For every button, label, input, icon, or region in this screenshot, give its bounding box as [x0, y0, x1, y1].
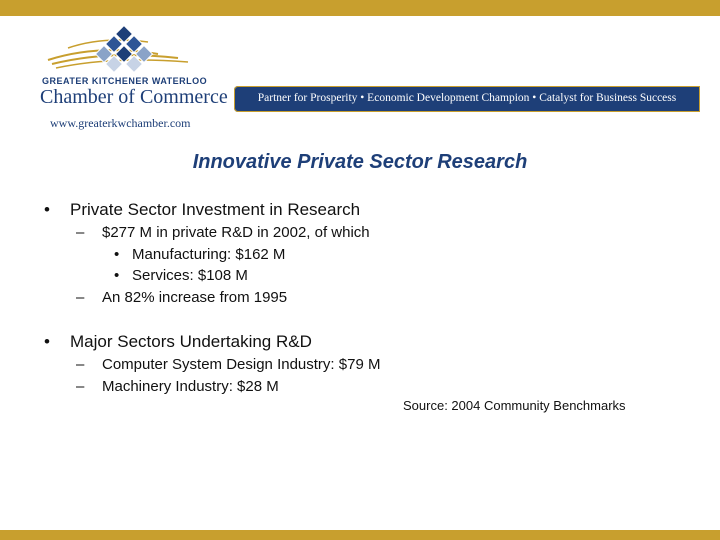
- bullet-dot-icon: •: [44, 332, 50, 351]
- dash-icon: –: [76, 289, 85, 306]
- slide-title: Innovative Private Sector Research: [192, 151, 528, 173]
- org-website: www.greaterkwchamber.com: [50, 116, 191, 130]
- tagline-banner: [234, 86, 700, 112]
- bullet-1-sub-1: [76, 224, 370, 241]
- bullet-dot-icon: •: [114, 246, 120, 263]
- bullet-1: [44, 200, 360, 220]
- bullet-2: [44, 332, 312, 352]
- manufacturing-text: Manufacturing: $162 M: [132, 246, 286, 263]
- services-text: Services: $108 M: [132, 267, 248, 284]
- dash-icon: –: [76, 356, 85, 373]
- bullet-1-sub-2-text: An 82% increase from 1995: [102, 289, 288, 306]
- bullet-2-sub-2: [76, 378, 279, 395]
- dash-icon: –: [76, 378, 85, 395]
- bullet-1-sub-1-item-1: [114, 246, 285, 263]
- bullet-2-sub-1-text: Computer System Design Industry: $79 M: [102, 356, 381, 373]
- bullet-1-text: Private Sector Investment in Research: [70, 200, 361, 219]
- bullet-1-sub-1-text: $277 M in private R&D in 2002, of which: [102, 224, 370, 241]
- cubes-logo-icon: [28, 24, 228, 84]
- bullet-1-sub-2: [76, 289, 287, 306]
- bottom-accent-bar: [0, 530, 720, 540]
- bullet-2-sub-1: [76, 356, 380, 373]
- dash-icon: –: [76, 224, 85, 241]
- bullet-2-sub-2-text: Machinery Industry: $28 M: [102, 378, 279, 395]
- org-name-main: Chamber of Commerce: [40, 86, 228, 108]
- org-name-top: GREATER KITCHENER WATERLOO: [42, 76, 208, 86]
- chamber-logo: [28, 24, 228, 134]
- bullet-2-text: Major Sectors Undertaking R&D: [70, 332, 312, 351]
- top-accent-bar: [0, 0, 720, 16]
- bullet-dot-icon: •: [44, 200, 50, 219]
- tagline-text: Partner for Prosperity • Economic Development Champion • Catalyst for Business Success: [257, 92, 677, 104]
- source-note: Source: 2004 Community Benchmarks: [403, 398, 626, 413]
- bullet-dot-icon: •: [114, 267, 120, 284]
- bullet-1-sub-1-item-2: [114, 267, 248, 284]
